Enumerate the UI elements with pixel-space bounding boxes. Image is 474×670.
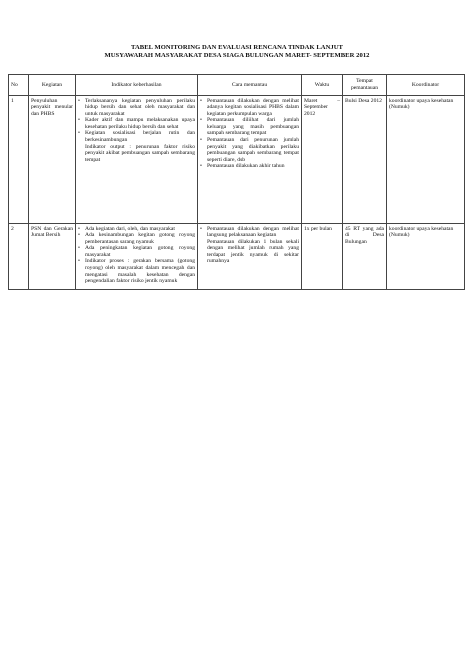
cell-indikator	[76, 96, 198, 224]
list-item: • Pemantauan dilakukan dengan melihat langsung pelaksanaan kegiatan	[200, 226, 299, 239]
header-koordinator: Koordinator	[387, 75, 465, 96]
header-waktu: Waktu	[302, 75, 343, 96]
indikator-list	[78, 98, 195, 164]
cell-waktu: Maret – September 2012	[302, 96, 343, 224]
header-no: No	[9, 75, 29, 96]
list-item: • Indikator proses : gerakan bersama (gotong royong) oleh masyarakat dalam mencegah dan mengatasi masalah kesehatan dengan pengendalian faktor risiko jentik nyamuk	[78, 258, 195, 284]
cara-list	[200, 98, 299, 171]
header-tempat: Tempat pemantauan	[343, 75, 387, 96]
cell-kegiatan: Penyuluhan penyakit menular dan PHBS	[29, 96, 76, 224]
list-item: • Ada kesinambungan kegitan gotong royong pemberantasan sarang nyamuk	[78, 232, 195, 245]
list-item: Indikator output : penurunan faktor risiko penyakit akibat pembuangan sampah sembarang tempat	[85, 143, 195, 163]
table-row	[9, 224, 465, 290]
document-title: TABEL MONITORING DAN EVALUASI RENCANA TINDAK LANJUT	[131, 44, 343, 51]
cell-kegiatan: PSN dan Gerakan Jumat Bersih	[29, 224, 76, 290]
list-item: • Pemantauan dilakukan dengan melihat adanya kegitan sosialisasi PHBS dalam kegiatan perkumpulan warga	[200, 98, 299, 118]
list-item: • Pemantauan dilakukan akhir tahun	[200, 163, 299, 170]
list-item: • Ada kegiatan dari, oleh, dan masyarakat	[78, 226, 195, 233]
cell-koordinator: koordinator upaya kesehatan (Numuk)	[387, 224, 465, 290]
cell-tempat: 45 RT yang ada di Desa Bulungan	[343, 224, 387, 290]
list-item: • Kegiatan sosialisasi berjalan rutin dan berkesinambungan	[78, 130, 195, 143]
monitoring-table	[8, 74, 465, 290]
indikator-list	[78, 226, 195, 285]
cell-cara	[198, 96, 302, 224]
header-cara: Cara memantau	[198, 75, 302, 96]
list-item: • Ada peningkatan kegiatan gotong royong masyarakat	[78, 245, 195, 258]
cell-koordinator: koordinator upaya kesehatan (Numuk)	[387, 96, 465, 224]
cell-no: 1	[9, 96, 29, 224]
list-item: • Pemantauan diliihat dari jumlah keluarga yang masih pembuangan sampah sembarang tempat	[200, 117, 299, 137]
header-kegiatan: Kegiatan	[29, 75, 76, 96]
cell-waktu: 1x per bulan	[302, 224, 343, 290]
list-item: Pemantauan dilakukan 1 bulan sekali dengan melihat jumlah rumah yang terdapat jentik nyamuk di sekitar rumahnya	[207, 238, 299, 265]
document-subtitle: MUSYAWARAH MASYARAKAT DESA SIAGA BULUNGAN MARET- SEPTEMBER 2012	[104, 52, 370, 59]
list-item: • Terlaksananya kegiatan penyuluhan perilaku hidup bersih dan sehat oleh masyarakat dan untuk masyarakat	[78, 98, 195, 118]
cell-indikator	[76, 224, 198, 290]
cell-cara	[198, 224, 302, 290]
list-item: • Pemantauan dari penurunan jumlah penyakit yang diakibatkan perilaku pembuangan sampah sembarang tempat seperti diare, dsb	[200, 137, 299, 163]
table-row	[9, 96, 465, 224]
header-indikator: Indikator keberhasilan	[76, 75, 198, 96]
table-header-row	[9, 75, 465, 96]
list-item: • Kader aktif dan mampu melaksanakan upaya kesehatan perilaku hidup bersih dan sehat	[78, 117, 195, 130]
cell-tempat: Bulsi Desa 2012	[343, 96, 387, 224]
cell-no: 2	[9, 224, 29, 290]
cara-list	[200, 226, 299, 266]
